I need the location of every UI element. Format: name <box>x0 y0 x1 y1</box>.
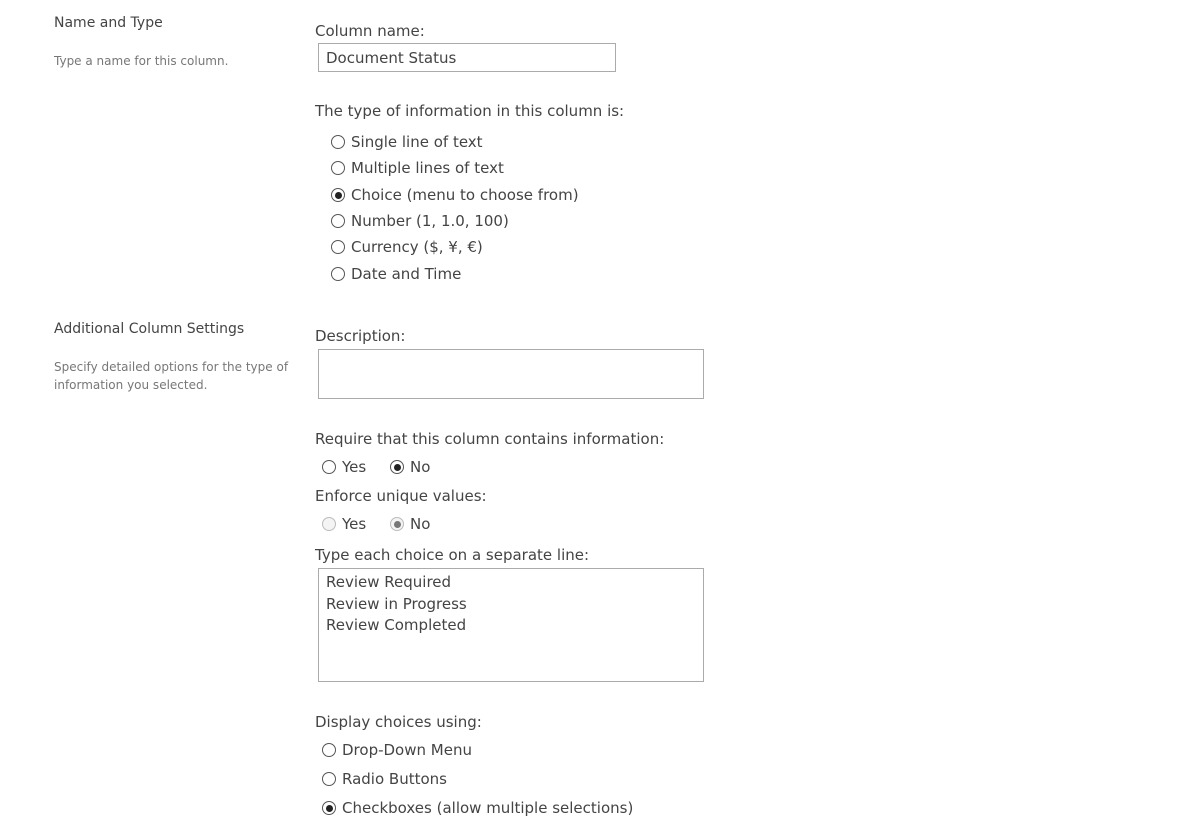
display-choices-label: Display choices using: <box>315 713 482 731</box>
radio-require-no[interactable] <box>390 460 404 474</box>
type-option-currency[interactable] <box>331 238 483 256</box>
type-option-choice[interactable] <box>331 186 579 204</box>
type-option-label: Single line of text <box>351 133 483 151</box>
type-option-single-line[interactable] <box>331 133 483 151</box>
section-title-name-and-type: Name and Type <box>54 15 163 31</box>
type-option-label: Currency ($, ¥, €) <box>351 238 483 256</box>
require-yes-option[interactable] <box>322 458 366 476</box>
radio-date-time[interactable] <box>331 267 345 281</box>
type-option-label: Multiple lines of text <box>351 159 504 177</box>
radio-multiple-lines[interactable] <box>331 161 345 175</box>
column-name-label: Column name: <box>315 22 425 40</box>
description-textarea[interactable] <box>318 349 704 399</box>
radio-unique-no <box>390 517 404 531</box>
require-no-option[interactable] <box>390 458 430 476</box>
radio-require-yes[interactable] <box>322 460 336 474</box>
require-info-label: Require that this column contains information: <box>315 430 665 448</box>
column-type-label: The type of information in this column is: <box>315 102 625 120</box>
section-description-name-and-type: Type a name for this column. <box>54 54 229 68</box>
radio-currency[interactable] <box>331 240 345 254</box>
unique-no-label: No <box>410 515 431 533</box>
radio-single-line[interactable] <box>331 135 345 149</box>
radio-number[interactable] <box>331 214 345 228</box>
type-option-label: Choice (menu to choose from) <box>351 186 579 204</box>
require-no-label: No <box>410 458 431 476</box>
type-option-label: Number (1, 1.0, 100) <box>351 212 509 230</box>
enforce-unique-label: Enforce unique values: <box>315 487 487 505</box>
section-title-additional-settings: Additional Column Settings <box>54 321 245 337</box>
type-option-date-time[interactable] <box>331 265 461 283</box>
display-option-label: Radio Buttons <box>342 770 447 788</box>
unique-yes-label: Yes <box>342 515 367 533</box>
radio-dropdown-menu[interactable] <box>322 743 336 757</box>
description-label: Description: <box>315 327 406 345</box>
type-option-label: Date and Time <box>351 265 462 283</box>
unique-no-option <box>390 515 430 533</box>
display-option-checkboxes[interactable] <box>322 799 633 817</box>
type-option-number[interactable] <box>331 212 509 230</box>
display-option-radio-buttons[interactable] <box>322 770 447 788</box>
unique-yes-option <box>322 515 366 533</box>
choices-label: Type each choice on a separate line: <box>315 546 590 564</box>
radio-choice[interactable] <box>331 188 345 202</box>
display-option-label: Drop-Down Menu <box>342 741 472 759</box>
column-name-input[interactable] <box>318 43 616 72</box>
radio-radio-buttons[interactable] <box>322 772 336 786</box>
display-option-label: Checkboxes (allow multiple selections) <box>342 799 634 817</box>
require-yes-label: Yes <box>342 458 367 476</box>
display-option-dropdown[interactable] <box>322 741 472 759</box>
choices-textarea[interactable] <box>318 568 704 682</box>
radio-checkboxes[interactable] <box>322 801 336 815</box>
radio-unique-yes <box>322 517 336 531</box>
type-option-multiple-lines[interactable] <box>331 159 504 177</box>
section-description-additional-settings: Specify detailed options for the type of information you selected. <box>54 360 289 392</box>
